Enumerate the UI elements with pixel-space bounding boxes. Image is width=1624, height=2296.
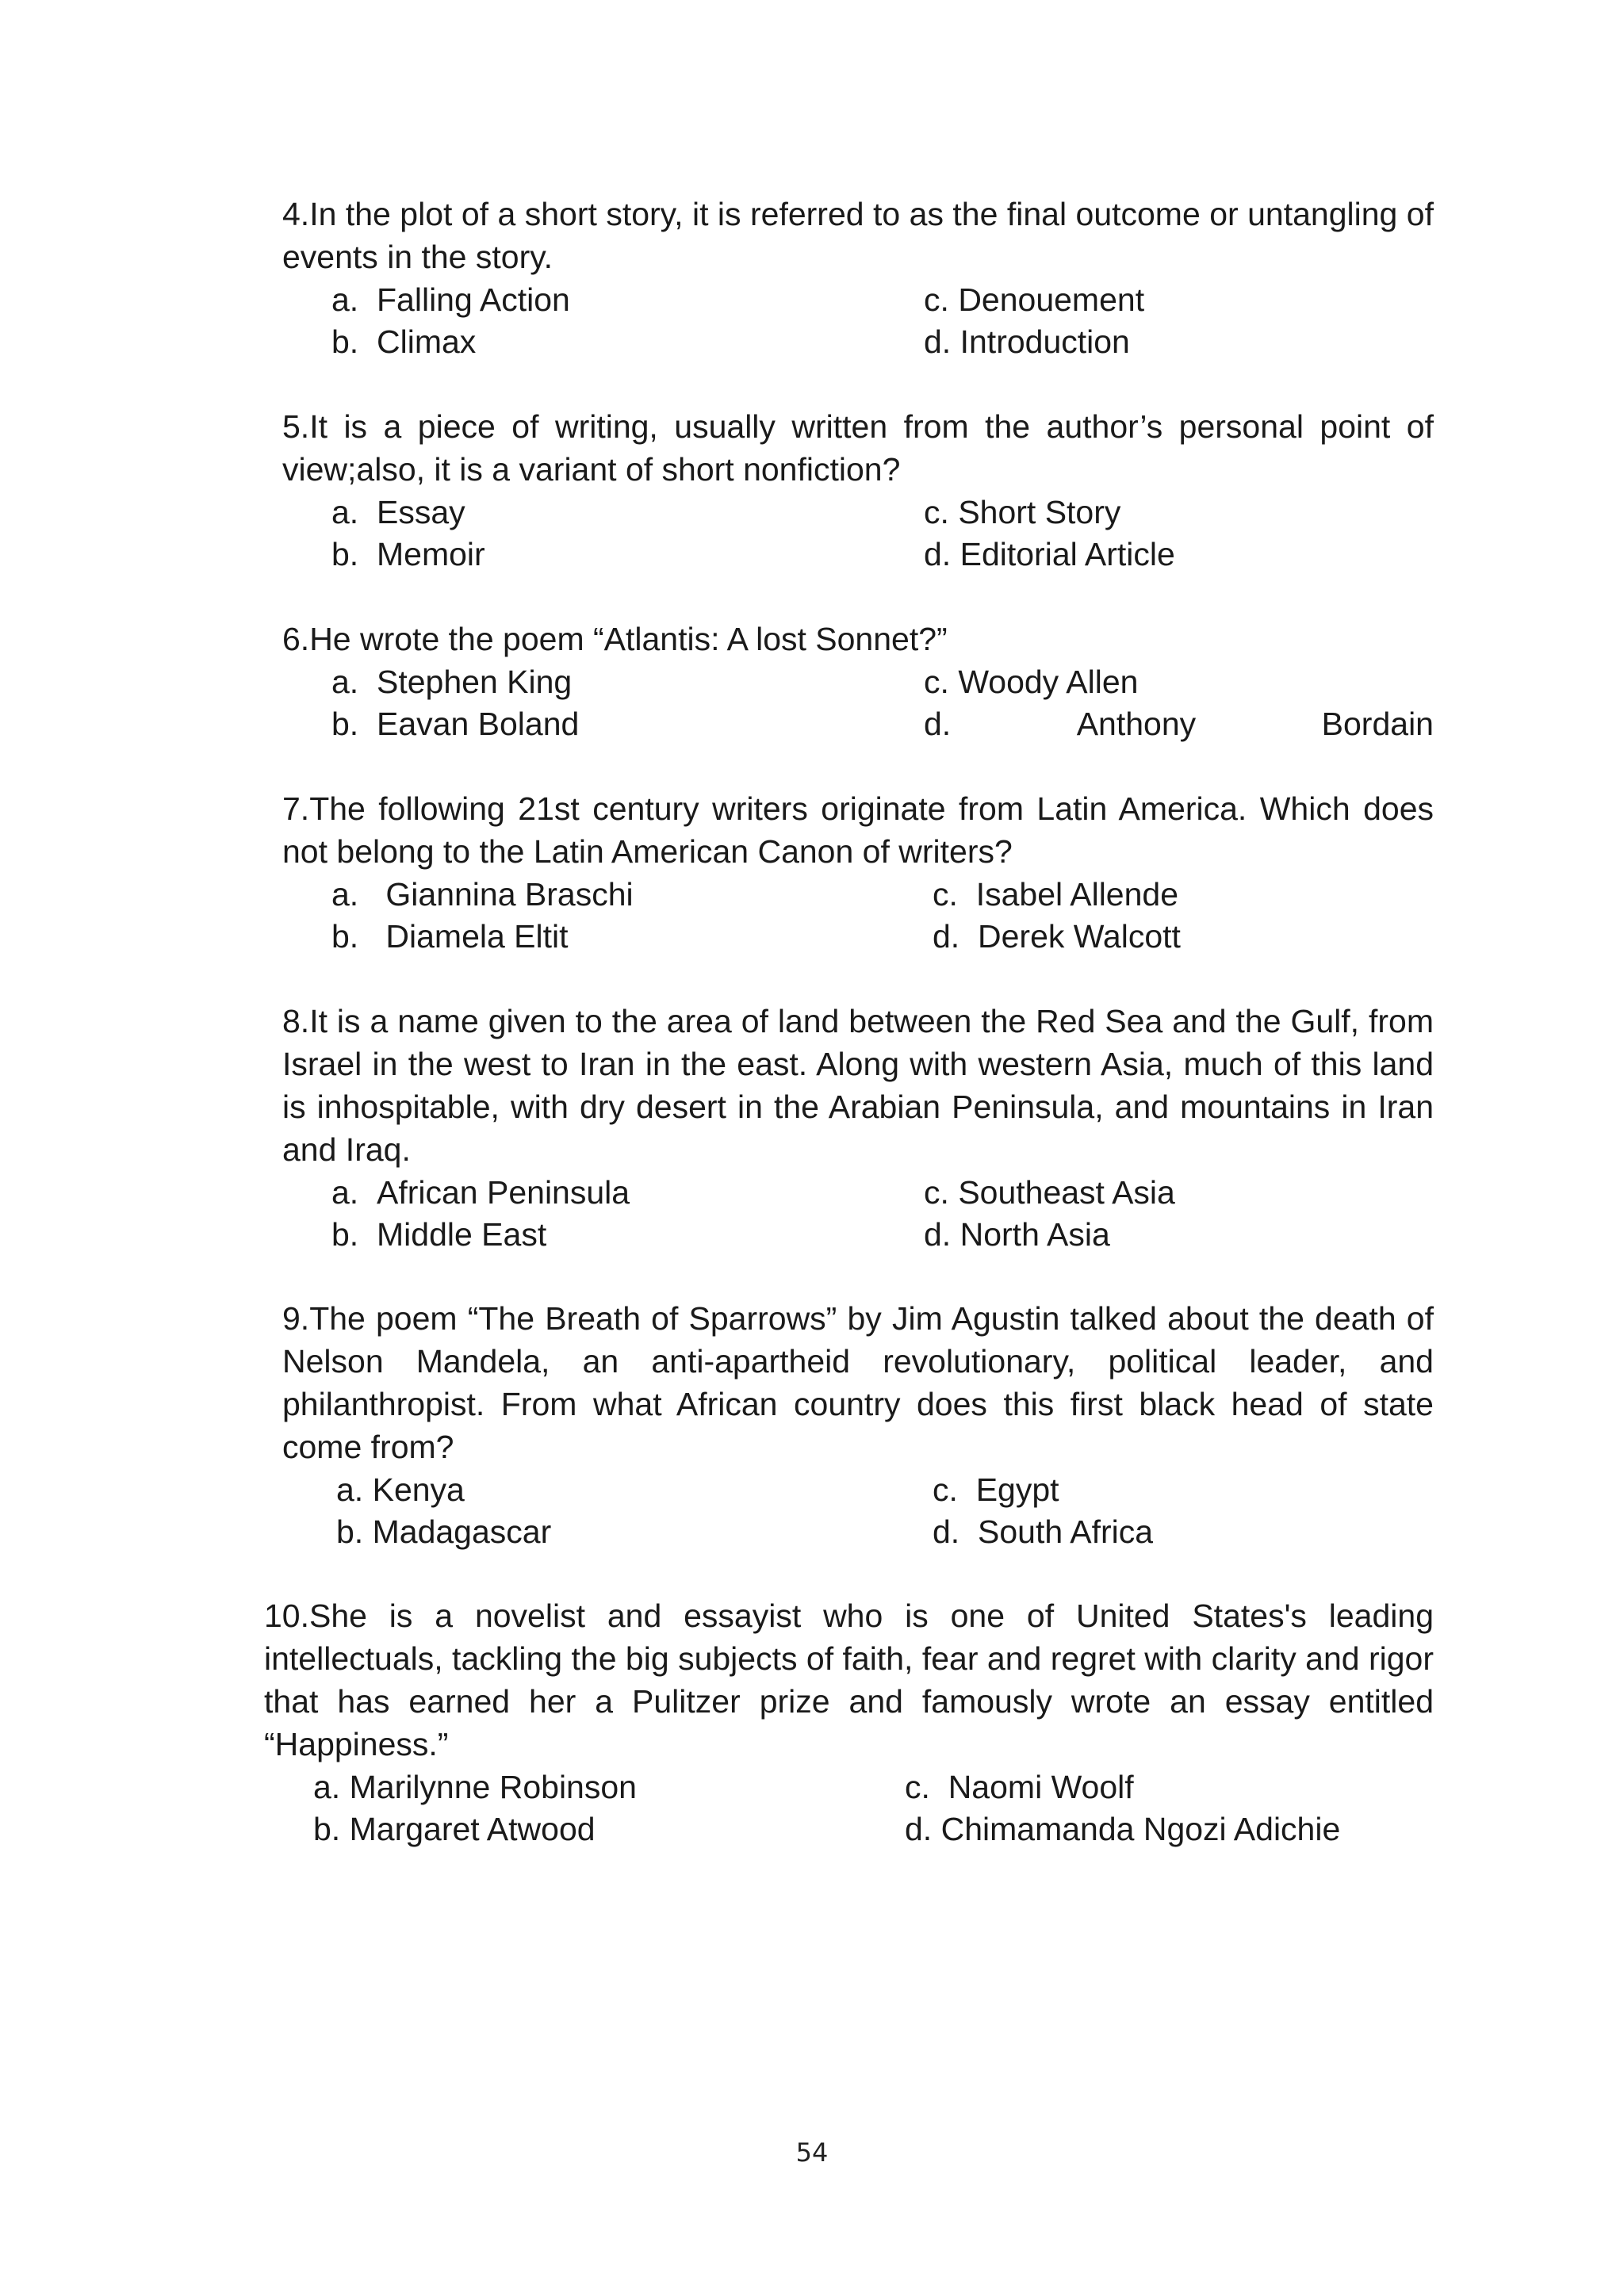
question-text: 4.In the plot of a short story, it is referred to as the final outcome or untangling of events in the story. bbox=[282, 196, 1434, 275]
question-9 bbox=[282, 1297, 1434, 1554]
option-b: b. Memoir bbox=[331, 536, 485, 572]
page-number: 54 bbox=[795, 2137, 829, 2168]
question-6 bbox=[282, 618, 1434, 746]
question-4 bbox=[282, 193, 1434, 364]
option-a: a. Kenya bbox=[336, 1471, 465, 1508]
question-10 bbox=[264, 1594, 1434, 1851]
option-c: c. Woody Allen bbox=[924, 664, 1139, 700]
option-d: d. South Africa bbox=[933, 1513, 1154, 1550]
question-8 bbox=[282, 1000, 1434, 1257]
option-d: d. Chimamanda Ngozi Adichie bbox=[905, 1811, 1341, 1847]
options-list bbox=[282, 1171, 1434, 1257]
options-list bbox=[282, 1468, 1434, 1554]
option-d: d. Editorial Article bbox=[924, 536, 1175, 572]
option-b: b. Climax bbox=[331, 323, 477, 360]
option-a: a. African Peninsula bbox=[331, 1174, 630, 1211]
options-list bbox=[264, 1766, 1434, 1851]
option-b: b. Diamela Eltit bbox=[331, 918, 569, 955]
option-b: b. Margaret Atwood bbox=[313, 1811, 596, 1847]
question-5 bbox=[282, 405, 1434, 576]
question-text: 9.The poem “The Breath of Sparrows” by Jim Agustin talked about the death of Nelson Mandela, an anti-apartheid revolutionary, political leader, and philanthropist. From what African country does this first black head of state come from? bbox=[282, 1300, 1434, 1465]
option-d: d. Introduction bbox=[924, 323, 1130, 360]
option-a: a. Giannina Braschi bbox=[331, 876, 634, 913]
option-c: c. Short Story bbox=[924, 494, 1121, 530]
question-text: 5.It is a piece of writing, usually written from the author’s personal point of view;also, it is a variant of short nonfiction? bbox=[282, 408, 1434, 488]
option-c: c. Naomi Woolf bbox=[905, 1769, 1134, 1805]
option-c: c. Southeast Asia bbox=[924, 1174, 1175, 1211]
question-text: 8.It is a name given to the area of land between the Red Sea and the Gulf, from Israel in the west to Iran in the east. Along with western Asia, much of this land is inhospitable, with dry desert in the Arabian Peninsula, and mountains in Iran and Iraq. bbox=[282, 1003, 1434, 1168]
question-7 bbox=[282, 787, 1434, 959]
option-c: c. Egypt bbox=[933, 1471, 1059, 1508]
option-a: a. Essay bbox=[331, 494, 465, 530]
options-list bbox=[282, 491, 1434, 576]
option-b: b. Eavan Boland bbox=[331, 706, 580, 742]
question-text: 7.The following 21st century writers originate from Latin America. Which does not belong to the Latin American Canon of writers? bbox=[282, 790, 1434, 870]
options-list bbox=[282, 278, 1434, 364]
options-list bbox=[282, 873, 1434, 959]
option-d: d. Anthony Bordain bbox=[924, 706, 1434, 742]
option-b: b. Middle East bbox=[331, 1216, 547, 1253]
options-list bbox=[282, 660, 1434, 746]
option-a: a. Marilynne Robinson bbox=[313, 1769, 637, 1805]
question-text: 6.He wrote the poem “Atlantis: A lost Sonnet?” bbox=[282, 621, 948, 657]
option-a: a. Stephen King bbox=[331, 664, 573, 700]
option-d: d. North Asia bbox=[924, 1216, 1110, 1253]
option-c: c. Isabel Allende bbox=[933, 876, 1179, 913]
option-a: a. Falling Action bbox=[331, 281, 570, 318]
question-text: 10.She is a novelist and essayist who is one of United States's leading intellectuals, tackling the big subjects of faith, fear and regret with clarity and rigor that has earned her a Pulitzer prize and famously wrote an essay entitled “Happiness.” bbox=[264, 1598, 1434, 1762]
option-c: c. Denouement bbox=[924, 281, 1145, 318]
option-d: d. Derek Walcott bbox=[933, 918, 1181, 955]
option-b: b. Madagascar bbox=[336, 1513, 552, 1550]
